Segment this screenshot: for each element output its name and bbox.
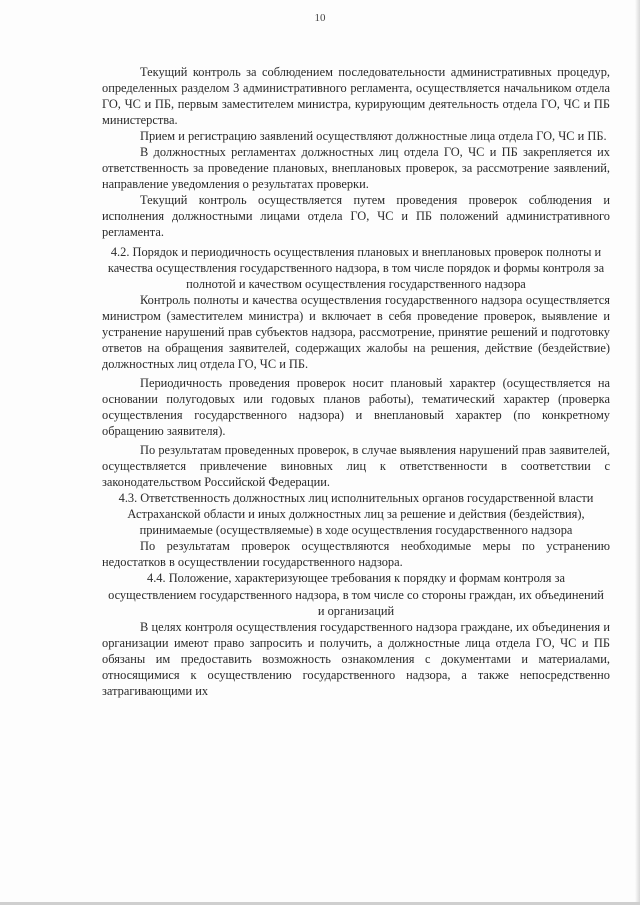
document-body [102, 64, 610, 699]
paragraph-corrective-measures: По результатам проверок осуществляются необходимые меры по устранению недостатков в осуществлении государственного надзора. [102, 539, 610, 570]
section-heading-4-4: 4.4. Положение, характеризующее требования к порядку и формам контроля за осуществлением государственного надзора, в том числе со стороны граждан, их объединений и организаций [108, 571, 604, 618]
paragraph-reception-registration: Прием и регистрацию заявлений осуществляют должностные лица отдела ГО, ЧС и ПБ. [140, 129, 607, 144]
paragraph-inspection-frequency: Периодичность проведения проверок носит плановый характер (осуществляется на основании полугодовых или годовых планов работы), тематический характер (проверка осуществления государственного надзора) и внеплановый характер (по конкретному обращению заявителя). [102, 375, 610, 439]
page-edge-shadow [635, 0, 640, 905]
section-heading-4-3: 4.3. Ответственность должностных лиц исполнительных органов государственной власти Астраханской области и иных должностных лиц за решение и действия (бездействия), принимаемые (осуществляемые) в ходе осуществления государственного надзора [118, 491, 594, 538]
paragraph-current-control: Текущий контроль за соблюдением последовательности административных процедур, определенных разделом 3 административного регламента, осуществляется начальником отдела ГО, ЧС и ПБ, первым заместителем министра, курирующим деятельность отдела ГО, ЧС и ПБ министерства. [102, 65, 610, 128]
paragraph-control-method: Текущий контроль осуществляется путем проведения проверок соблюдения и исполнения должностными лицами отдела ГО, ЧС и ПБ положений административного регламента. [102, 193, 610, 240]
paragraph-citizen-control: В целях контроля осуществления государственного надзора граждане, их объединения и организации имеют право запросить и получить, а должностные лица отдела ГО, ЧС и ПБ обязаны им предоставить возможность ознакомления с документами и материалами, относящимися к осуществлению государственного надзора, а также непосредственно затрагивающими их [102, 619, 610, 698]
page-number: 10 [314, 12, 326, 24]
paragraph-official-regulations: В должностных регламентах должностных лиц отдела ГО, ЧС и ПБ закрепляется их ответственность за проведение плановых, внеплановых проверок, за рассмотрение заявлений, направление уведомления о результатах проверки. [102, 145, 610, 192]
paragraph-quality-control: Контроль полноты и качества осуществления государственного надзора осуществляется министром (заместителем министра) и включает в себя проведение проверок, выявление и устранение нарушений прав субъектов надзора, рассмотрение, принятие решений и подготовку ответов на обращения заявителей, содержащих жалобы на решения, действие (бездействие) должностных лиц отдела ГО, ЧС и ПБ. [102, 292, 610, 371]
paragraph-inspection-results: По результатам проведенных проверок, в случае выявления нарушений прав заявителей, осуществляется привлечение виновных лиц к ответственности в соответствии с законодательством Российской Федерации. [102, 443, 610, 490]
section-heading-4-2: 4.2. Порядок и периодичность осуществления плановых и внеплановых проверок полноты и качества осуществления государственного надзора, в том числе порядок и формы контроля за полнотой и качеством осуществления государственного надзора [107, 244, 605, 291]
